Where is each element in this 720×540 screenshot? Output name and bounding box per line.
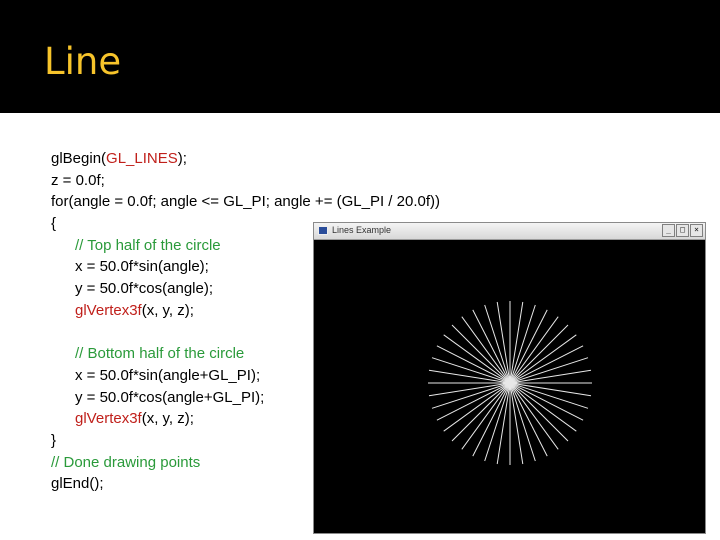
code-comment: // Done drawing points bbox=[51, 453, 201, 471]
app-icon bbox=[318, 226, 328, 235]
window-controls bbox=[662, 224, 703, 237]
code-line: { bbox=[51, 215, 57, 233]
code-text: (x, y, z); bbox=[141, 410, 194, 428]
slide-title-bar bbox=[0, 0, 720, 113]
line-star-figure bbox=[428, 301, 592, 465]
code-comment: // Top half of the circle bbox=[75, 236, 221, 254]
code-line: y = 50.0f*cos(angle+GL_PI); bbox=[75, 388, 265, 406]
code-line bbox=[51, 148, 440, 170]
code-text: glBegin( bbox=[51, 150, 107, 167]
code-keyword: GL_LINES bbox=[106, 150, 178, 167]
code-line: x = 50.0f*sin(angle); bbox=[75, 258, 209, 276]
window-titlebar[interactable] bbox=[314, 223, 705, 240]
slide-title: Line bbox=[44, 40, 122, 83]
code-line: for(angle = 0.0f; angle <= GL_PI; angle += (GL_PI / 20.0f)) bbox=[51, 193, 440, 211]
code-keyword: glVertex3f bbox=[75, 410, 142, 428]
window-title: Lines Example bbox=[332, 225, 392, 235]
close-button[interactable]: × bbox=[690, 224, 703, 237]
code-line: glEnd(); bbox=[51, 475, 104, 493]
code-keyword: glVertex3f bbox=[75, 301, 142, 319]
maximize-button[interactable]: □ bbox=[676, 224, 689, 237]
code-line: } bbox=[51, 431, 57, 449]
render-canvas bbox=[314, 240, 705, 533]
lines-example-window[interactable] bbox=[313, 222, 706, 534]
code-line: z = 0.0f; bbox=[51, 171, 105, 189]
code-text: (x, y, z); bbox=[141, 301, 194, 319]
code-line: x = 50.0f*sin(angle+GL_PI); bbox=[75, 366, 261, 384]
minimize-button[interactable]: _ bbox=[662, 224, 675, 237]
code-text: ); bbox=[177, 150, 187, 167]
code-comment: // Bottom half of the circle bbox=[75, 345, 245, 363]
code-line: y = 50.0f*cos(angle); bbox=[75, 280, 213, 298]
